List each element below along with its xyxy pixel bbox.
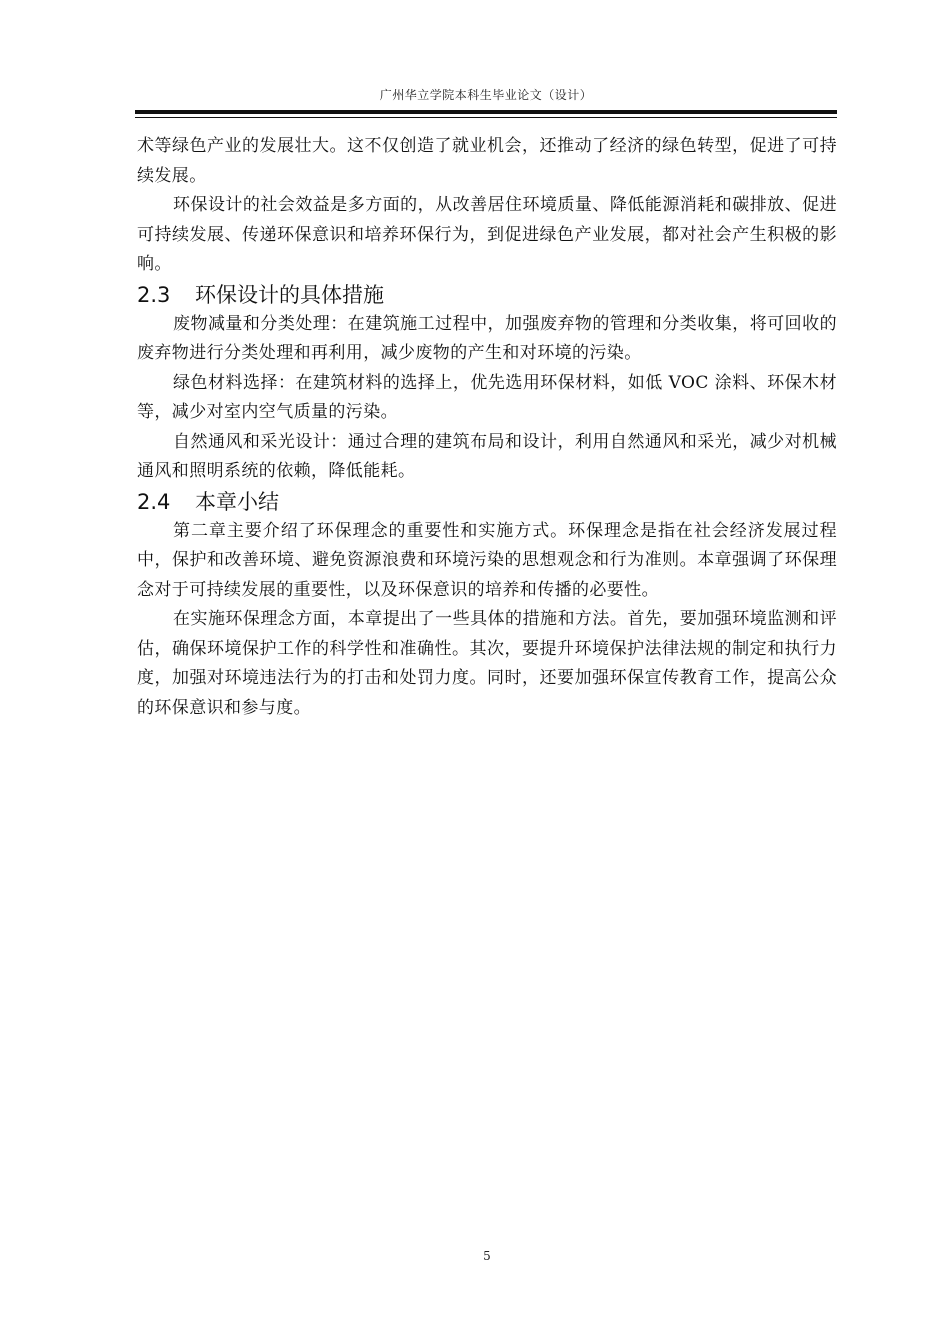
section-number: 2.4 — [137, 489, 171, 514]
section-heading-2-3 — [137, 280, 837, 310]
running-header: 广州华立学院本科生毕业论文（设计） — [379, 88, 593, 102]
page-number: 5 — [483, 1249, 491, 1263]
measure-paragraph-materials: 绿色材料选择：在建筑材料的选择上，优先选用环保材料，如低 VOC 涂料、环保木材等，减少对室内空气质量的污染。 — [137, 372, 837, 422]
measure-paragraph-waste: 废物减量和分类处理：在建筑施工过程中，加强废弃物的管理和分类收集，将可回收的废弃物进行分类处理和再利用，减少废物的产生和对环境的污染。 — [137, 313, 837, 363]
section-number: 2.3 — [137, 282, 171, 307]
header-rule-thin — [135, 117, 837, 118]
section-title: 本章小结 — [195, 489, 279, 514]
continuation-paragraph: 术等绿色产业的发展壮大。这不仅创造了就业机会，还推动了经济的绿色转型，促进了可持续发展。 — [137, 136, 837, 186]
page-body — [137, 132, 837, 723]
section-title: 环保设计的具体措施 — [195, 282, 384, 307]
summary-paragraph-2: 在实施环保理念方面，本章提出了一些具体的措施和方法。首先，要加强环境监测和评估，确保环境保护工作的科学性和准确性。其次，要提升环境保护法律法规的制定和执行力度，加强对环境违法行为的打击和处罚力度。同时，还要加强环保宣传教育工作，提高公众的环保意识和参与度。 — [137, 609, 837, 718]
header-rule-thick — [135, 110, 837, 114]
summary-paragraph-1: 第二章主要介绍了环保理念的重要性和实施方式。环保理念是指在社会经济发展过程中，保护和改善环境、避免资源浪费和环境污染的思想观念和行为准则。本章强调了环保理念对于可持续发展的重要性，以及环保意识的培养和传播的必要性。 — [137, 520, 837, 600]
section-heading-2-4 — [137, 487, 837, 517]
measure-paragraph-ventilation: 自然通风和采光设计：通过合理的建筑布局和设计，利用自然通风和采光，减少对机械通风和照明系统的依赖，降低能耗。 — [137, 431, 837, 481]
social-benefits-paragraph: 环保设计的社会效益是多方面的，从改善居住环境质量、降低能源消耗和碳排放、促进可持续发展、传递环保意识和培养环保行为，到促进绿色产业发展，都对社会产生积极的影响。 — [137, 195, 837, 274]
